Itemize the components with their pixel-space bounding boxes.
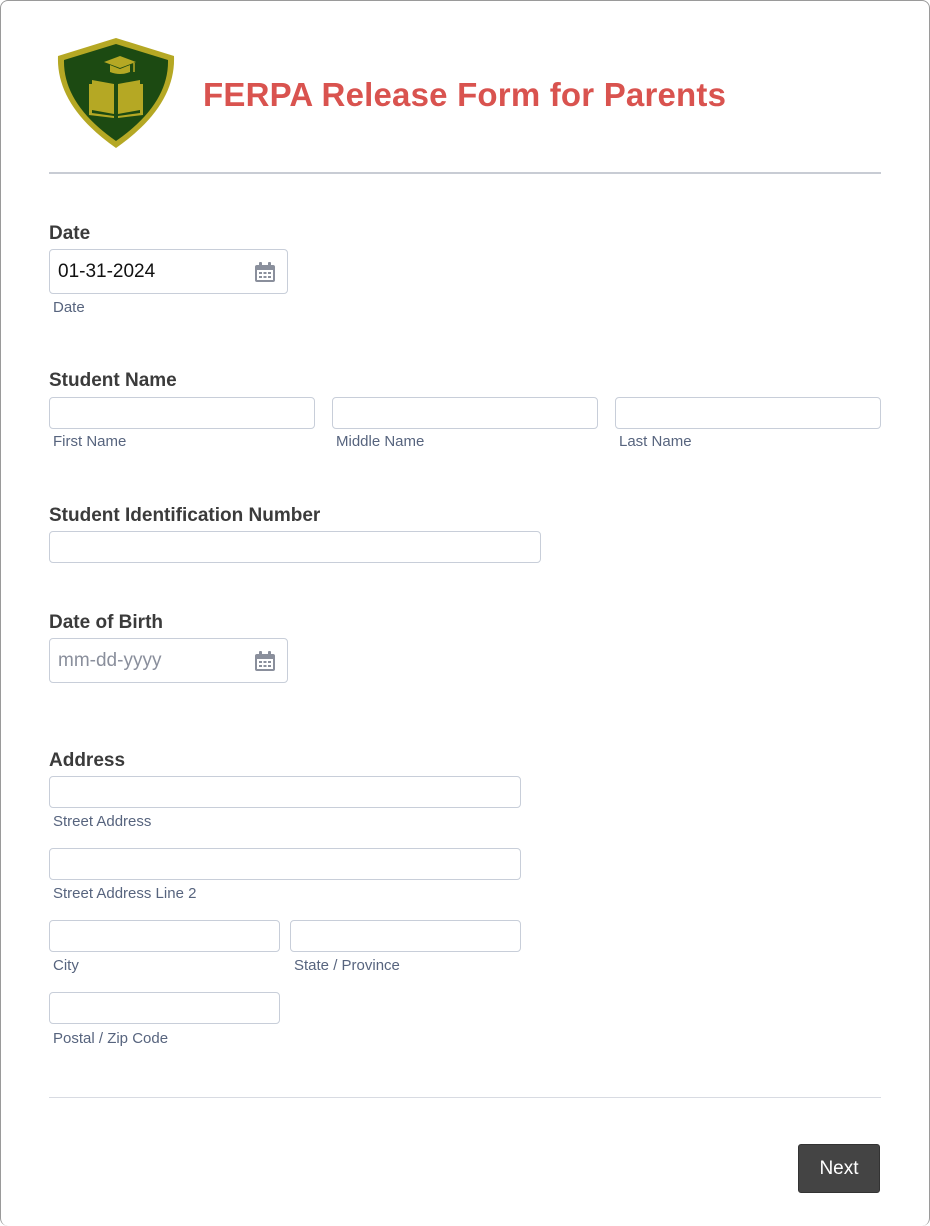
- middle-name-sublabel: Middle Name: [336, 433, 425, 450]
- calendar-icon[interactable]: [254, 261, 276, 283]
- footer-divider: [49, 1097, 881, 1098]
- calendar-icon[interactable]: [254, 650, 276, 672]
- street-address-line2-sublabel: Street Address Line 2: [53, 885, 197, 902]
- zip-sublabel: Postal / Zip Code: [53, 1030, 169, 1047]
- date-sublabel: Date: [53, 299, 85, 316]
- student-name-label: Student Name: [49, 370, 177, 391]
- street-address-sublabel: Street Address: [53, 813, 152, 830]
- date-label: Date: [49, 223, 91, 244]
- address-label: Address: [49, 750, 126, 771]
- first-name-sublabel: First Name: [53, 433, 127, 450]
- state-input[interactable]: [290, 920, 521, 952]
- student-id-label: Student Identification Number: [49, 505, 321, 526]
- zip-input[interactable]: [49, 992, 280, 1024]
- dob-placeholder: mm-dd-yyyy: [58, 650, 162, 671]
- city-input[interactable]: [49, 920, 280, 952]
- state-sublabel: State / Province: [294, 957, 400, 974]
- middle-name-input[interactable]: [332, 397, 598, 429]
- date-input[interactable]: [49, 249, 288, 294]
- dob-input[interactable]: [49, 638, 288, 683]
- street-address-input[interactable]: [49, 776, 521, 808]
- student-id-input[interactable]: [49, 531, 541, 563]
- last-name-sublabel: Last Name: [619, 433, 692, 450]
- dob-label: Date of Birth: [49, 612, 163, 633]
- school-shield-logo-icon: [54, 36, 178, 150]
- header-divider: [49, 172, 881, 174]
- city-sublabel: City: [53, 957, 79, 974]
- first-name-input[interactable]: [49, 397, 315, 429]
- next-button[interactable]: Next: [798, 1144, 880, 1193]
- last-name-input[interactable]: [615, 397, 881, 429]
- form-title: FERPA Release Form for Parents: [203, 76, 727, 113]
- street-address-line2-input[interactable]: [49, 848, 521, 880]
- date-value: 01-31-2024: [58, 261, 156, 282]
